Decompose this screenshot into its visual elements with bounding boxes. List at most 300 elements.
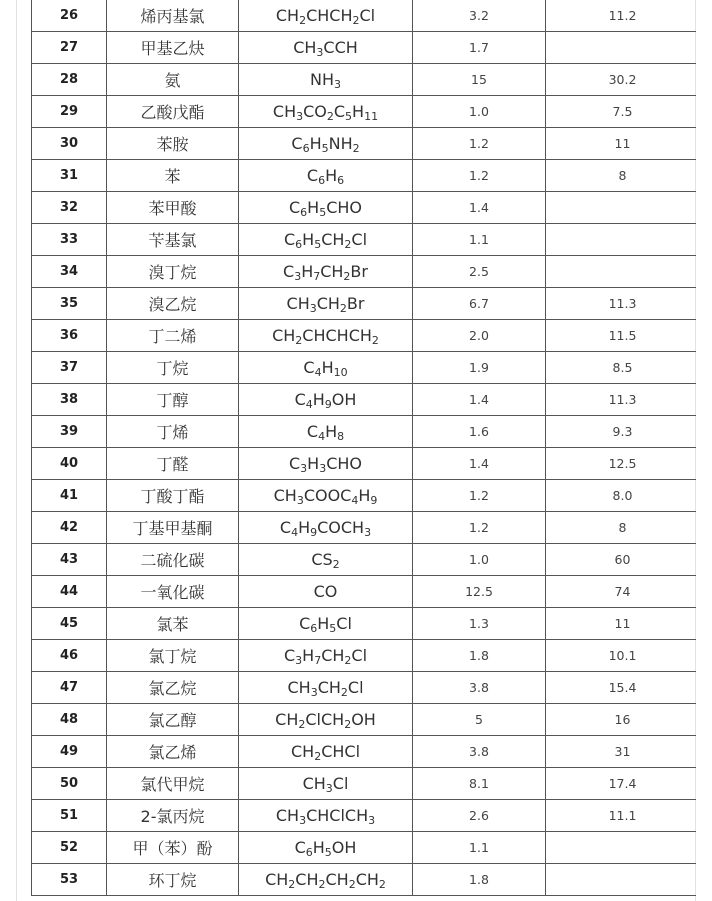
formula-subscript: 2	[339, 302, 347, 315]
formula-text: H	[321, 358, 334, 377]
table-body	[32, 0, 697, 896]
formula-subscript: 3	[300, 462, 308, 475]
lower-limit-cell: 3.8	[413, 672, 546, 704]
chemical-formula-cell	[239, 96, 413, 128]
formula-subscript: 3	[299, 814, 307, 827]
upper-limit-cell: 74	[546, 576, 697, 608]
table-row	[32, 288, 697, 320]
formula-text: CO	[313, 582, 338, 601]
upper-limit-cell: 11.3	[546, 384, 697, 416]
row-index-cell: 47	[32, 672, 107, 704]
substance-name-cell: 苯	[107, 160, 239, 192]
formula-subscript: 2	[295, 334, 303, 347]
formula-subscript: 2	[352, 14, 360, 27]
formula-text: H	[317, 614, 330, 633]
row-index-cell: 32	[32, 192, 107, 224]
table-row	[32, 352, 697, 384]
chemical-formula-cell	[239, 416, 413, 448]
formula-text: C	[289, 198, 301, 217]
upper-limit-cell: 11.3	[546, 288, 697, 320]
row-index-cell: 50	[32, 768, 107, 800]
table-row	[32, 224, 697, 256]
row-index-cell: 30	[32, 128, 107, 160]
formula-text: CH	[290, 742, 315, 761]
lower-limit-cell: 5	[413, 704, 546, 736]
formula-text: OH	[351, 710, 376, 729]
substance-name-cell: 氯丁烷	[107, 640, 239, 672]
row-index-cell: 35	[32, 288, 107, 320]
lower-limit-cell: 1.8	[413, 640, 546, 672]
formula-text: H	[302, 230, 315, 249]
formula-text: CH	[321, 646, 345, 665]
lower-limit-cell: 6.7	[413, 288, 546, 320]
substance-name-cell: 氨	[107, 64, 239, 96]
upper-limit-cell: 11	[546, 128, 697, 160]
formula-text: CH	[287, 678, 311, 697]
formula-text: CH	[355, 870, 379, 889]
upper-limit-cell: 11.5	[546, 320, 697, 352]
formula-text: H	[312, 838, 325, 857]
table-row	[32, 192, 697, 224]
formula-subscript: 9	[370, 494, 378, 507]
chemical-formula-cell	[239, 352, 413, 384]
upper-limit-cell	[546, 224, 697, 256]
table-row	[32, 800, 697, 832]
lower-limit-cell: 1.2	[413, 512, 546, 544]
formula-text: Cl	[351, 230, 368, 249]
formula-text: CH	[273, 486, 297, 505]
row-index-cell: 39	[32, 416, 107, 448]
formula-text: Cl	[332, 774, 349, 793]
upper-limit-cell: 11.2	[546, 0, 697, 32]
formula-text: CH	[272, 102, 297, 121]
formula-text: CH	[321, 230, 345, 249]
formula-text: CH	[275, 806, 300, 825]
lower-limit-cell: 8.1	[413, 768, 546, 800]
formula-text: C	[291, 134, 303, 153]
row-index-cell: 46	[32, 640, 107, 672]
formula-text: ClCH	[305, 710, 345, 729]
formula-text: COCH	[317, 518, 365, 537]
lower-limit-cell: 2.0	[413, 320, 546, 352]
row-index-cell: 48	[32, 704, 107, 736]
formula-subscript: 6	[302, 142, 310, 155]
formula-text: H	[301, 262, 314, 281]
chemical-formula-cell	[239, 800, 413, 832]
upper-limit-cell: 60	[546, 544, 697, 576]
chemical-formula-cell	[239, 512, 413, 544]
substance-name-cell: 一氧化碳	[107, 576, 239, 608]
formula-subscript: 5	[329, 622, 337, 635]
upper-limit-cell: 8	[546, 160, 697, 192]
formula-text: Cl	[347, 678, 364, 697]
upper-limit-cell: 8	[546, 512, 697, 544]
table-row	[32, 512, 697, 544]
formula-subscript: 3	[296, 494, 304, 507]
substance-name-cell: 甲基乙炔	[107, 32, 239, 64]
table-row	[32, 0, 697, 32]
upper-limit-cell: 11.1	[546, 800, 697, 832]
lower-limit-cell: 1.1	[413, 224, 546, 256]
row-index-cell: 42	[32, 512, 107, 544]
formula-subscript: 5	[321, 142, 329, 155]
formula-subscript: 5	[345, 110, 353, 123]
formula-text: CHCHCH	[302, 326, 372, 345]
formula-subscript: 11	[364, 110, 379, 123]
lower-limit-cell: 1.6	[413, 416, 546, 448]
formula-subscript: 3	[310, 686, 318, 699]
substance-name-cell: 环丁烷	[107, 864, 239, 896]
formula-text: CH	[275, 6, 300, 25]
formula-text: H	[298, 518, 311, 537]
formula-text: H	[307, 198, 320, 217]
formula-text: C	[283, 262, 295, 281]
row-index-cell: 28	[32, 64, 107, 96]
substance-name-cell: 苯甲酸	[107, 192, 239, 224]
formula-text: CO	[303, 102, 327, 121]
upper-limit-cell: 15.4	[546, 672, 697, 704]
formula-text: OH	[331, 838, 357, 857]
substance-name-cell: 氯乙醇	[107, 704, 239, 736]
row-index-cell: 51	[32, 800, 107, 832]
lower-limit-cell: 1.0	[413, 96, 546, 128]
table-row	[32, 672, 697, 704]
formula-subscript: 2	[318, 878, 326, 891]
table-row	[32, 864, 697, 896]
row-index-cell: 52	[32, 832, 107, 864]
formula-text: H	[309, 134, 322, 153]
row-index-cell: 43	[32, 544, 107, 576]
table-row	[32, 160, 697, 192]
table-row	[32, 832, 697, 864]
substance-name-cell: 氯代甲烷	[107, 768, 239, 800]
chemical-formula-cell	[239, 64, 413, 96]
chemical-formula-cell	[239, 448, 413, 480]
formula-text: C	[283, 646, 296, 665]
formula-subscript: 3	[334, 78, 341, 91]
chemical-formula-cell	[239, 640, 413, 672]
formula-subscript: 3	[294, 270, 302, 283]
lower-limit-cell: 12.5	[413, 576, 546, 608]
row-index-cell: 33	[32, 224, 107, 256]
formula-text: CHO	[326, 198, 362, 217]
formula-text: C	[299, 614, 311, 633]
table-row	[32, 576, 697, 608]
formula-text: Cl	[351, 646, 368, 665]
chemical-formula-cell	[239, 768, 413, 800]
lower-limit-cell: 1.1	[413, 832, 546, 864]
table-row	[32, 736, 697, 768]
formula-text: NH	[310, 70, 334, 89]
lower-limit-cell: 1.3	[413, 608, 546, 640]
formula-subscript: 5	[319, 206, 327, 219]
formula-text: NH	[328, 134, 353, 153]
formula-text: CHClCH	[306, 806, 369, 825]
lower-limit-cell: 1.2	[413, 160, 546, 192]
chemical-formula-cell	[239, 544, 413, 576]
formula-text: C	[306, 166, 319, 185]
row-index-cell: 44	[32, 576, 107, 608]
formula-text: C	[294, 838, 306, 857]
row-index-cell: 38	[32, 384, 107, 416]
row-index-cell: 37	[32, 352, 107, 384]
chemical-formula-cell	[239, 128, 413, 160]
formula-subscript: 2	[326, 110, 334, 123]
formula-text: CCH	[323, 38, 358, 57]
substance-name-cell: 丁醛	[107, 448, 239, 480]
formula-text: CHO	[326, 454, 362, 473]
formula-subscript: 2	[344, 718, 352, 731]
row-index-cell: 40	[32, 448, 107, 480]
lower-limit-cell: 1.2	[413, 480, 546, 512]
formula-subscript: 5	[324, 846, 332, 859]
formula-subscript: 7	[314, 654, 322, 667]
formula-text: H	[302, 646, 315, 665]
lower-limit-cell: 1.4	[413, 384, 546, 416]
substance-name-cell: 丁二烯	[107, 320, 239, 352]
formula-subscript: 4	[318, 430, 326, 443]
formula-text: H	[307, 454, 320, 473]
upper-limit-cell: 8.5	[546, 352, 697, 384]
formula-subscript: 4	[314, 366, 322, 379]
substance-name-cell: 苄基氯	[107, 224, 239, 256]
formula-subscript: 2	[344, 238, 352, 251]
chemical-formula-cell	[239, 704, 413, 736]
upper-limit-cell	[546, 864, 697, 896]
formula-subscript: 6	[295, 238, 303, 251]
chemical-formula-cell	[239, 864, 413, 896]
formula-text: Br	[346, 294, 365, 313]
formula-subscript: 2	[288, 878, 296, 891]
lower-limit-cell: 1.7	[413, 32, 546, 64]
table-row	[32, 32, 697, 64]
upper-limit-cell: 7.5	[546, 96, 697, 128]
formula-subscript: 3	[316, 46, 324, 59]
formula-text: CH	[317, 678, 341, 697]
formula-text: CHCH	[306, 6, 353, 25]
lower-limit-cell: 1.0	[413, 544, 546, 576]
chemical-formula-cell	[239, 320, 413, 352]
formula-subscript: 9	[324, 398, 332, 411]
upper-limit-cell: 9.3	[546, 416, 697, 448]
formula-text: Cl	[336, 614, 352, 633]
table-row	[32, 128, 697, 160]
formula-text: CH	[265, 870, 289, 889]
table-row	[32, 544, 697, 576]
formula-text: H	[325, 422, 338, 441]
formula-text: CHCl	[321, 742, 361, 761]
formula-text: C	[306, 422, 319, 441]
formula-subscript: 4	[351, 494, 359, 507]
substance-name-cell: 溴丁烷	[107, 256, 239, 288]
table-row	[32, 704, 697, 736]
formula-text: CH	[275, 710, 299, 729]
table-row	[32, 640, 697, 672]
row-index-cell: 34	[32, 256, 107, 288]
formula-subscript: 3	[319, 462, 327, 475]
chemical-formula-cell	[239, 480, 413, 512]
formula-text: CH	[286, 294, 310, 313]
table-viewport	[16, 0, 696, 901]
formula-text: H	[352, 102, 365, 121]
chemical-formula-cell	[239, 832, 413, 864]
formula-text: CH	[316, 294, 340, 313]
formula-subscript: 3	[295, 654, 303, 667]
formula-subscript: 6	[305, 846, 313, 859]
upper-limit-cell: 31	[546, 736, 697, 768]
formula-text: CH	[325, 870, 349, 889]
upper-limit-cell: 17.4	[546, 768, 697, 800]
lower-limit-cell: 1.4	[413, 192, 546, 224]
upper-limit-cell	[546, 256, 697, 288]
upper-limit-cell: 10.1	[546, 640, 697, 672]
lower-limit-cell: 1.9	[413, 352, 546, 384]
substance-name-cell: 丁醇	[107, 384, 239, 416]
chemical-formula-cell	[239, 0, 413, 32]
lower-limit-cell: 3.8	[413, 736, 546, 768]
chemical-formula-cell	[239, 384, 413, 416]
formula-subscript: 2	[344, 654, 352, 667]
table-row	[32, 480, 697, 512]
formula-subscript: 8	[337, 430, 345, 443]
formula-subscript: 6	[310, 622, 318, 635]
formula-subscript: 2	[299, 14, 307, 27]
formula-text: CH	[295, 870, 319, 889]
formula-subscript: 6	[318, 174, 326, 187]
row-index-cell: 49	[32, 736, 107, 768]
formula-subscript: 9	[310, 526, 318, 539]
row-index-cell: 45	[32, 608, 107, 640]
formula-subscript: 4	[291, 526, 299, 539]
substance-name-cell: 丁烷	[107, 352, 239, 384]
table-row	[32, 320, 697, 352]
chemical-formula-cell	[239, 672, 413, 704]
formula-subscript: 4	[305, 398, 313, 411]
chemical-formula-cell	[239, 576, 413, 608]
substance-name-cell: 乙酸戊酯	[107, 96, 239, 128]
table-row	[32, 416, 697, 448]
lower-limit-cell: 1.8	[413, 864, 546, 896]
chemical-formula-cell	[239, 192, 413, 224]
formula-text: OH	[331, 390, 357, 409]
formula-text: C	[289, 454, 301, 473]
upper-limit-cell	[546, 192, 697, 224]
row-index-cell: 53	[32, 864, 107, 896]
table-row	[32, 96, 697, 128]
row-index-cell: 31	[32, 160, 107, 192]
substance-name-cell: 苯胺	[107, 128, 239, 160]
lower-limit-cell: 1.4	[413, 448, 546, 480]
formula-subscript: 3	[368, 814, 376, 827]
chemical-formula-cell	[239, 32, 413, 64]
lower-limit-cell: 15	[413, 64, 546, 96]
substance-name-cell: 丁基甲基酮	[107, 512, 239, 544]
explosion-limit-table	[31, 0, 696, 896]
row-index-cell: 29	[32, 96, 107, 128]
formula-text: COOC	[303, 486, 352, 505]
row-index-cell: 41	[32, 480, 107, 512]
formula-text: CH	[272, 326, 296, 345]
upper-limit-cell: 11	[546, 608, 697, 640]
upper-limit-cell: 8.0	[546, 480, 697, 512]
formula-text: C	[283, 230, 296, 249]
substance-name-cell: 氯苯	[107, 608, 239, 640]
formula-text: C	[279, 518, 292, 537]
chemical-formula-cell	[239, 256, 413, 288]
formula-subscript: 10	[333, 366, 348, 379]
formula-subscript: 5	[314, 238, 322, 251]
upper-limit-cell: 30.2	[546, 64, 697, 96]
formula-subscript: 2	[352, 142, 360, 155]
formula-text: CH	[320, 262, 344, 281]
upper-limit-cell: 12.5	[546, 448, 697, 480]
substance-name-cell: 溴乙烷	[107, 288, 239, 320]
table-row	[32, 768, 697, 800]
formula-text: H	[325, 166, 338, 185]
chemical-formula-cell	[239, 160, 413, 192]
table-row	[32, 64, 697, 96]
substance-name-cell: 氯乙烯	[107, 736, 239, 768]
substance-name-cell: 氯乙烷	[107, 672, 239, 704]
table-row	[32, 608, 697, 640]
table-row	[32, 256, 697, 288]
formula-subscript: 3	[364, 526, 372, 539]
chemical-formula-cell	[239, 608, 413, 640]
substance-name-cell: 2-氯丙烷	[107, 800, 239, 832]
formula-subscript: 2	[340, 686, 348, 699]
formula-text: CH	[293, 38, 317, 57]
formula-subscript: 2	[314, 750, 322, 763]
upper-limit-cell	[546, 32, 697, 64]
lower-limit-cell: 3.2	[413, 0, 546, 32]
formula-subscript: 3	[309, 302, 317, 315]
formula-text: CS	[311, 550, 333, 569]
lower-limit-cell: 1.2	[413, 128, 546, 160]
lower-limit-cell: 2.6	[413, 800, 546, 832]
substance-name-cell: 丁酸丁酯	[107, 480, 239, 512]
chemical-formula-cell	[239, 224, 413, 256]
substance-name-cell: 丁烯	[107, 416, 239, 448]
formula-subscript: 6	[300, 206, 308, 219]
formula-subscript: 3	[296, 110, 304, 123]
lower-limit-cell: 2.5	[413, 256, 546, 288]
formula-subscript: 2	[371, 334, 379, 347]
formula-text: C	[303, 358, 315, 377]
table-row	[32, 384, 697, 416]
formula-subscript: 2	[348, 878, 356, 891]
formula-text: H	[358, 486, 371, 505]
formula-subscript: 2	[343, 270, 351, 283]
formula-text: Br	[350, 262, 368, 281]
chemical-formula-cell	[239, 288, 413, 320]
formula-subscript: 7	[313, 270, 321, 283]
row-index-cell: 36	[32, 320, 107, 352]
formula-subscript: 3	[325, 782, 333, 795]
table-row	[32, 448, 697, 480]
chemical-formula-cell	[239, 736, 413, 768]
substance-name-cell: 甲（苯）酚	[107, 832, 239, 864]
formula-text: C	[333, 102, 346, 121]
formula-text: CH	[302, 774, 326, 793]
formula-subscript: 6	[337, 174, 345, 187]
formula-subscript: 2	[298, 718, 306, 731]
substance-name-cell: 二硫化碳	[107, 544, 239, 576]
substance-name-cell: 烯丙基氯	[107, 0, 239, 32]
upper-limit-cell	[546, 832, 697, 864]
formula-subscript: 2	[378, 878, 386, 891]
formula-subscript: 2	[332, 558, 340, 571]
formula-text: H	[312, 390, 325, 409]
